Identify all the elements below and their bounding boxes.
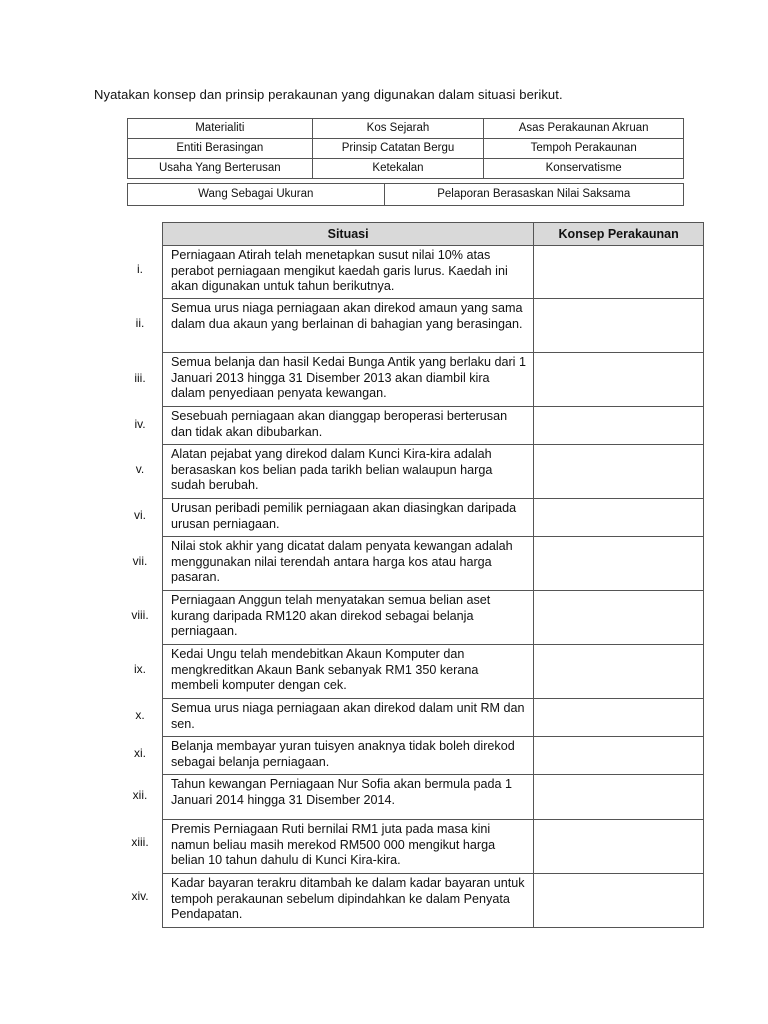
answer-cell[interactable] — [534, 445, 704, 499]
row-number: xi. — [134, 746, 146, 760]
situation-text: Urusan peribadi pemilik perniagaan akan diasingkan daripada urusan perniagaan. — [163, 499, 534, 537]
answer-cell[interactable] — [534, 499, 704, 537]
answer-cell[interactable] — [534, 537, 704, 591]
concept-cell: Entiti Berasingan — [128, 139, 313, 159]
answer-cell[interactable] — [534, 775, 704, 820]
answer-cell[interactable] — [534, 353, 704, 407]
row-number: vii. — [132, 554, 148, 568]
concept-cell: Ketekalan — [312, 159, 484, 179]
concept-cell: Wang Sebagai Ukuran — [128, 184, 385, 206]
concept-cell: Asas Perakaunan Akruan — [484, 119, 684, 139]
situation-text: Semua belanja dan hasil Kedai Bunga Antik yang berlaku dari 1 Januari 2013 hingga 31 Disember 2013 akan diambil kira dalam penyediaan penyata kewangan. — [163, 353, 534, 407]
answer-cell[interactable] — [534, 246, 704, 299]
situation-text: Perniagaan Anggun telah menyatakan semua belian aset kurang daripada RM120 akan direkod sebagai belanja perniagaan. — [163, 591, 534, 645]
row-number: viii. — [131, 608, 149, 622]
answer-cell[interactable] — [534, 591, 704, 645]
header-situation: Situasi — [163, 223, 534, 246]
situations-table — [162, 222, 704, 928]
situation-text: Premis Perniagaan Ruti bernilai RM1 juta pada masa kini namun beliau masih merekod RM500 000 mengikut harga belian 10 tahun dahulu di Kunci Kira-kira. — [163, 820, 534, 874]
row-number: v. — [135, 462, 145, 476]
header-concept: Konsep Perakaunan — [534, 223, 704, 246]
row-number: i. — [137, 262, 143, 276]
concept-cell: Kos Sejarah — [312, 119, 484, 139]
row-number: xiv. — [131, 889, 149, 903]
concept-cell: Pelaporan Berasaskan Nilai Saksama — [384, 184, 683, 206]
situation-text: Nilai stok akhir yang dicatat dalam penyata kewangan adalah menggunakan nilai terendah antara harga kos atau harga pasaran. — [163, 537, 534, 591]
answer-cell[interactable] — [534, 407, 704, 445]
answer-cell[interactable] — [534, 737, 704, 775]
concepts-table-last-row — [127, 183, 684, 206]
situation-text: Semua urus niaga perniagaan akan direkod amaun yang sama dalam dua akaun yang berlainan di bahagian yang berasingan. — [163, 299, 534, 353]
row-number: vi. — [134, 508, 146, 522]
situation-text: Kedai Ungu telah mendebitkan Akaun Komputer dan mengkreditkan Akaun Bank sebanyak RM1 350 kerana membeli komputer dengan cek. — [163, 645, 534, 699]
situation-text: Sesebuah perniagaan akan dianggap beroperasi berterusan dan tidak akan dibubarkan. — [163, 407, 534, 445]
concept-cell: Tempoh Perakaunan — [484, 139, 684, 159]
concept-cell: Materialiti — [128, 119, 313, 139]
answer-cell[interactable] — [534, 299, 704, 353]
concept-cell: Prinsip Catatan Bergu — [312, 139, 484, 159]
concepts-table — [127, 118, 684, 179]
row-number: x. — [135, 708, 145, 722]
instruction-text: Nyatakan konsep dan prinsip perakaunan yang digunakan dalam situasi berikut. — [94, 87, 563, 102]
answer-cell[interactable] — [534, 699, 704, 737]
row-number: ix. — [134, 662, 146, 676]
situation-text: Alatan pejabat yang direkod dalam Kunci Kira-kira adalah berasaskan kos belian pada tarikh belian walaupun harga sudah berubah. — [163, 445, 534, 499]
answer-cell[interactable] — [534, 820, 704, 874]
situation-text: Belanja membayar yuran tuisyen anaknya tidak boleh direkod sebagai belanja perniagaan. — [163, 737, 534, 775]
situation-text: Tahun kewangan Perniagaan Nur Sofia akan bermula pada 1 Januari 2014 hingga 31 Disember 2014. — [163, 775, 534, 820]
concept-cell: Usaha Yang Berterusan — [128, 159, 313, 179]
situation-text: Semua urus niaga perniagaan akan direkod dalam unit RM dan sen. — [163, 699, 534, 737]
answer-cell[interactable] — [534, 874, 704, 928]
situation-text: Kadar bayaran terakru ditambah ke dalam kadar bayaran untuk tempoh perakaunan sebelum dipindahkan ke dalam Penyata Pendapatan. — [163, 874, 534, 928]
row-number: xiii. — [131, 835, 149, 849]
row-number: iii. — [134, 371, 146, 385]
row-number: ii. — [135, 316, 145, 330]
row-number: iv. — [134, 417, 146, 431]
concept-cell: Konservatisme — [484, 159, 684, 179]
row-number: xii. — [132, 788, 148, 802]
answer-cell[interactable] — [534, 645, 704, 699]
situation-text: Perniagaan Atirah telah menetapkan susut nilai 10% atas perabot perniagaan mengikut kaedah garis lurus. Kaedah ini akan digunakan untuk tahun berikutnya. — [163, 246, 534, 299]
